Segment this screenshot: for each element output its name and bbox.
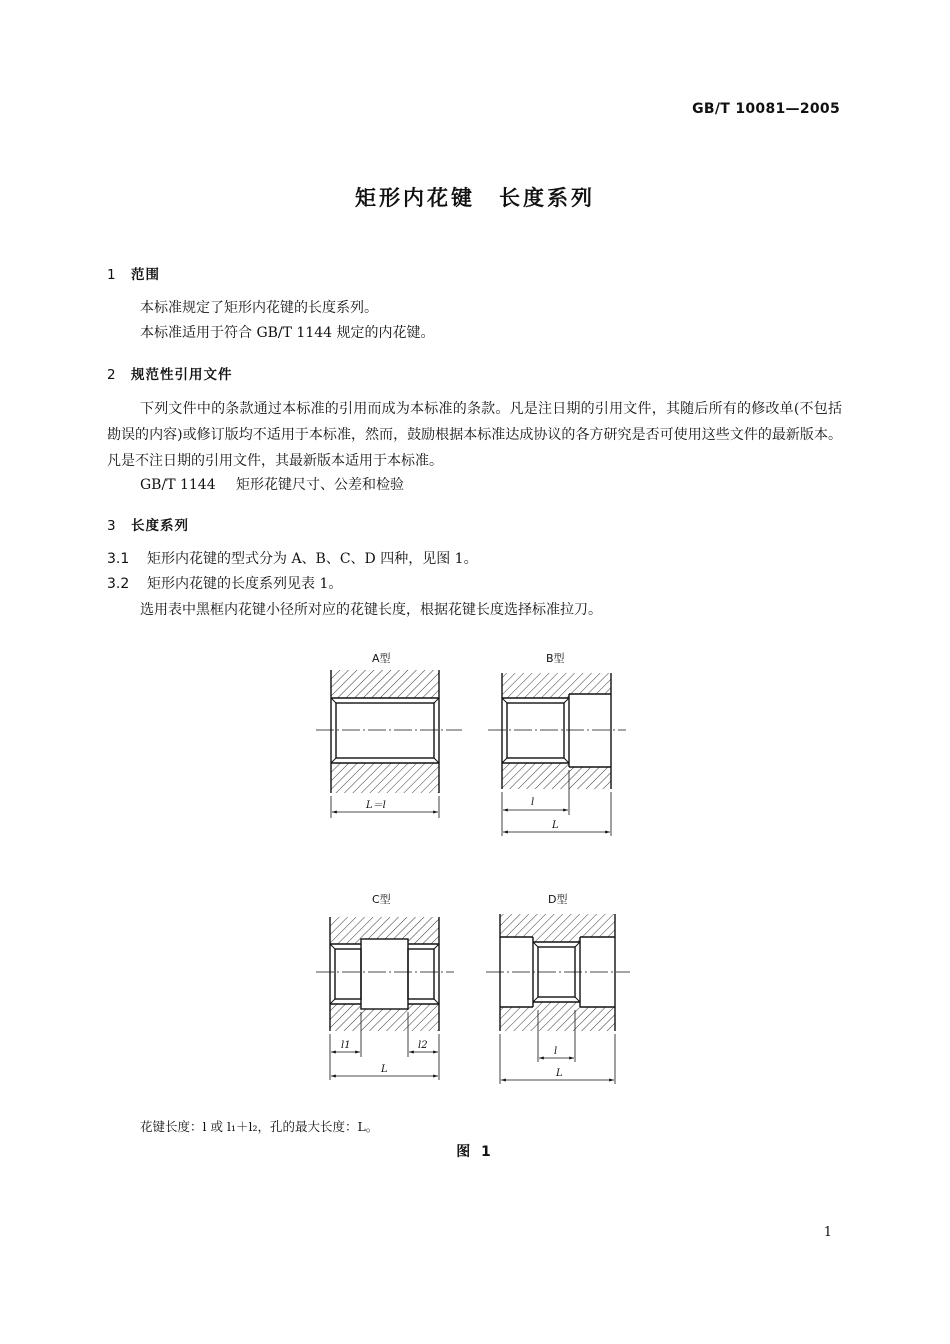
section-2-number: 2 [107,367,117,383]
type-b-diagram [488,673,626,836]
figure-note: 花键长度：l 或 l₁＋l₂，孔的最大长度：L。 [140,1119,379,1134]
type-c-diagram [316,917,454,1080]
type-c-dim-L: L [381,1064,388,1075]
type-c-dim-l2: l2 [418,1040,428,1051]
type-d-diagram [486,914,630,1084]
section-1-line-1: 本标准规定了矩形内花键的长度系列。 [140,300,378,316]
document-title: 矩形内花键 长度系列 [355,186,595,210]
type-d-label: D型 [548,893,568,906]
type-c-label: C型 [372,893,391,906]
clause-3-1-number: 3.1 [107,551,130,567]
type-a-diagram [316,670,462,818]
section-3-number: 3 [107,518,117,534]
section-2-paragraph: 下列文件中的条款通过本标准的引用而成为本标准的条款。凡是注日期的引用文件，其随后所有的修改单(不包括勘误的内容)或修订版均不适用于本标准，然而，鼓励根据本标准达成协议的各方研究是否可使用这些文件的最新版本。凡是不注日期的引用文件，其最新版本适用于本标准。 [107,401,842,469]
type-d-dim-l: l [554,1046,558,1057]
type-a-label: A型 [372,652,391,665]
clause-3-2-text: 矩形内花键的长度系列见表 1。 [147,576,343,592]
reference-code: GB/T 1144 [140,477,216,493]
type-d-dim-L: L [556,1068,563,1079]
section-1-title: 范围 [131,267,160,283]
standard-code: GB/T 10081—2005 [692,101,840,117]
section-3-title: 长度系列 [131,518,189,534]
reference-title: 矩形花键尺寸、公差和检验 [236,477,404,493]
type-b-label: B型 [546,652,565,665]
type-b-dim-l: l [531,797,535,808]
clause-3-1-text: 矩形内花键的型式分为 A、B、C、D 四种，见图 1。 [147,551,478,567]
page-number: 1 [823,1225,832,1240]
figure-caption: 图 1 [456,1144,494,1160]
type-c-dim-l1: l1 [341,1040,351,1051]
clause-3-2-extra: 选用表中黑框内花键小径所对应的花键长度，根据花键长度选择标准拉刀。 [140,602,602,618]
section-1-line-2: 本标准适用于符合 GB/T 1144 规定的内花键。 [140,325,435,341]
clause-3-2-number: 3.2 [107,576,130,592]
type-a-dim-L: L＝l [366,800,386,811]
section-2-title: 规范性引用文件 [131,367,233,383]
type-b-dim-L: L [552,820,559,831]
section-1-number: 1 [107,267,117,283]
